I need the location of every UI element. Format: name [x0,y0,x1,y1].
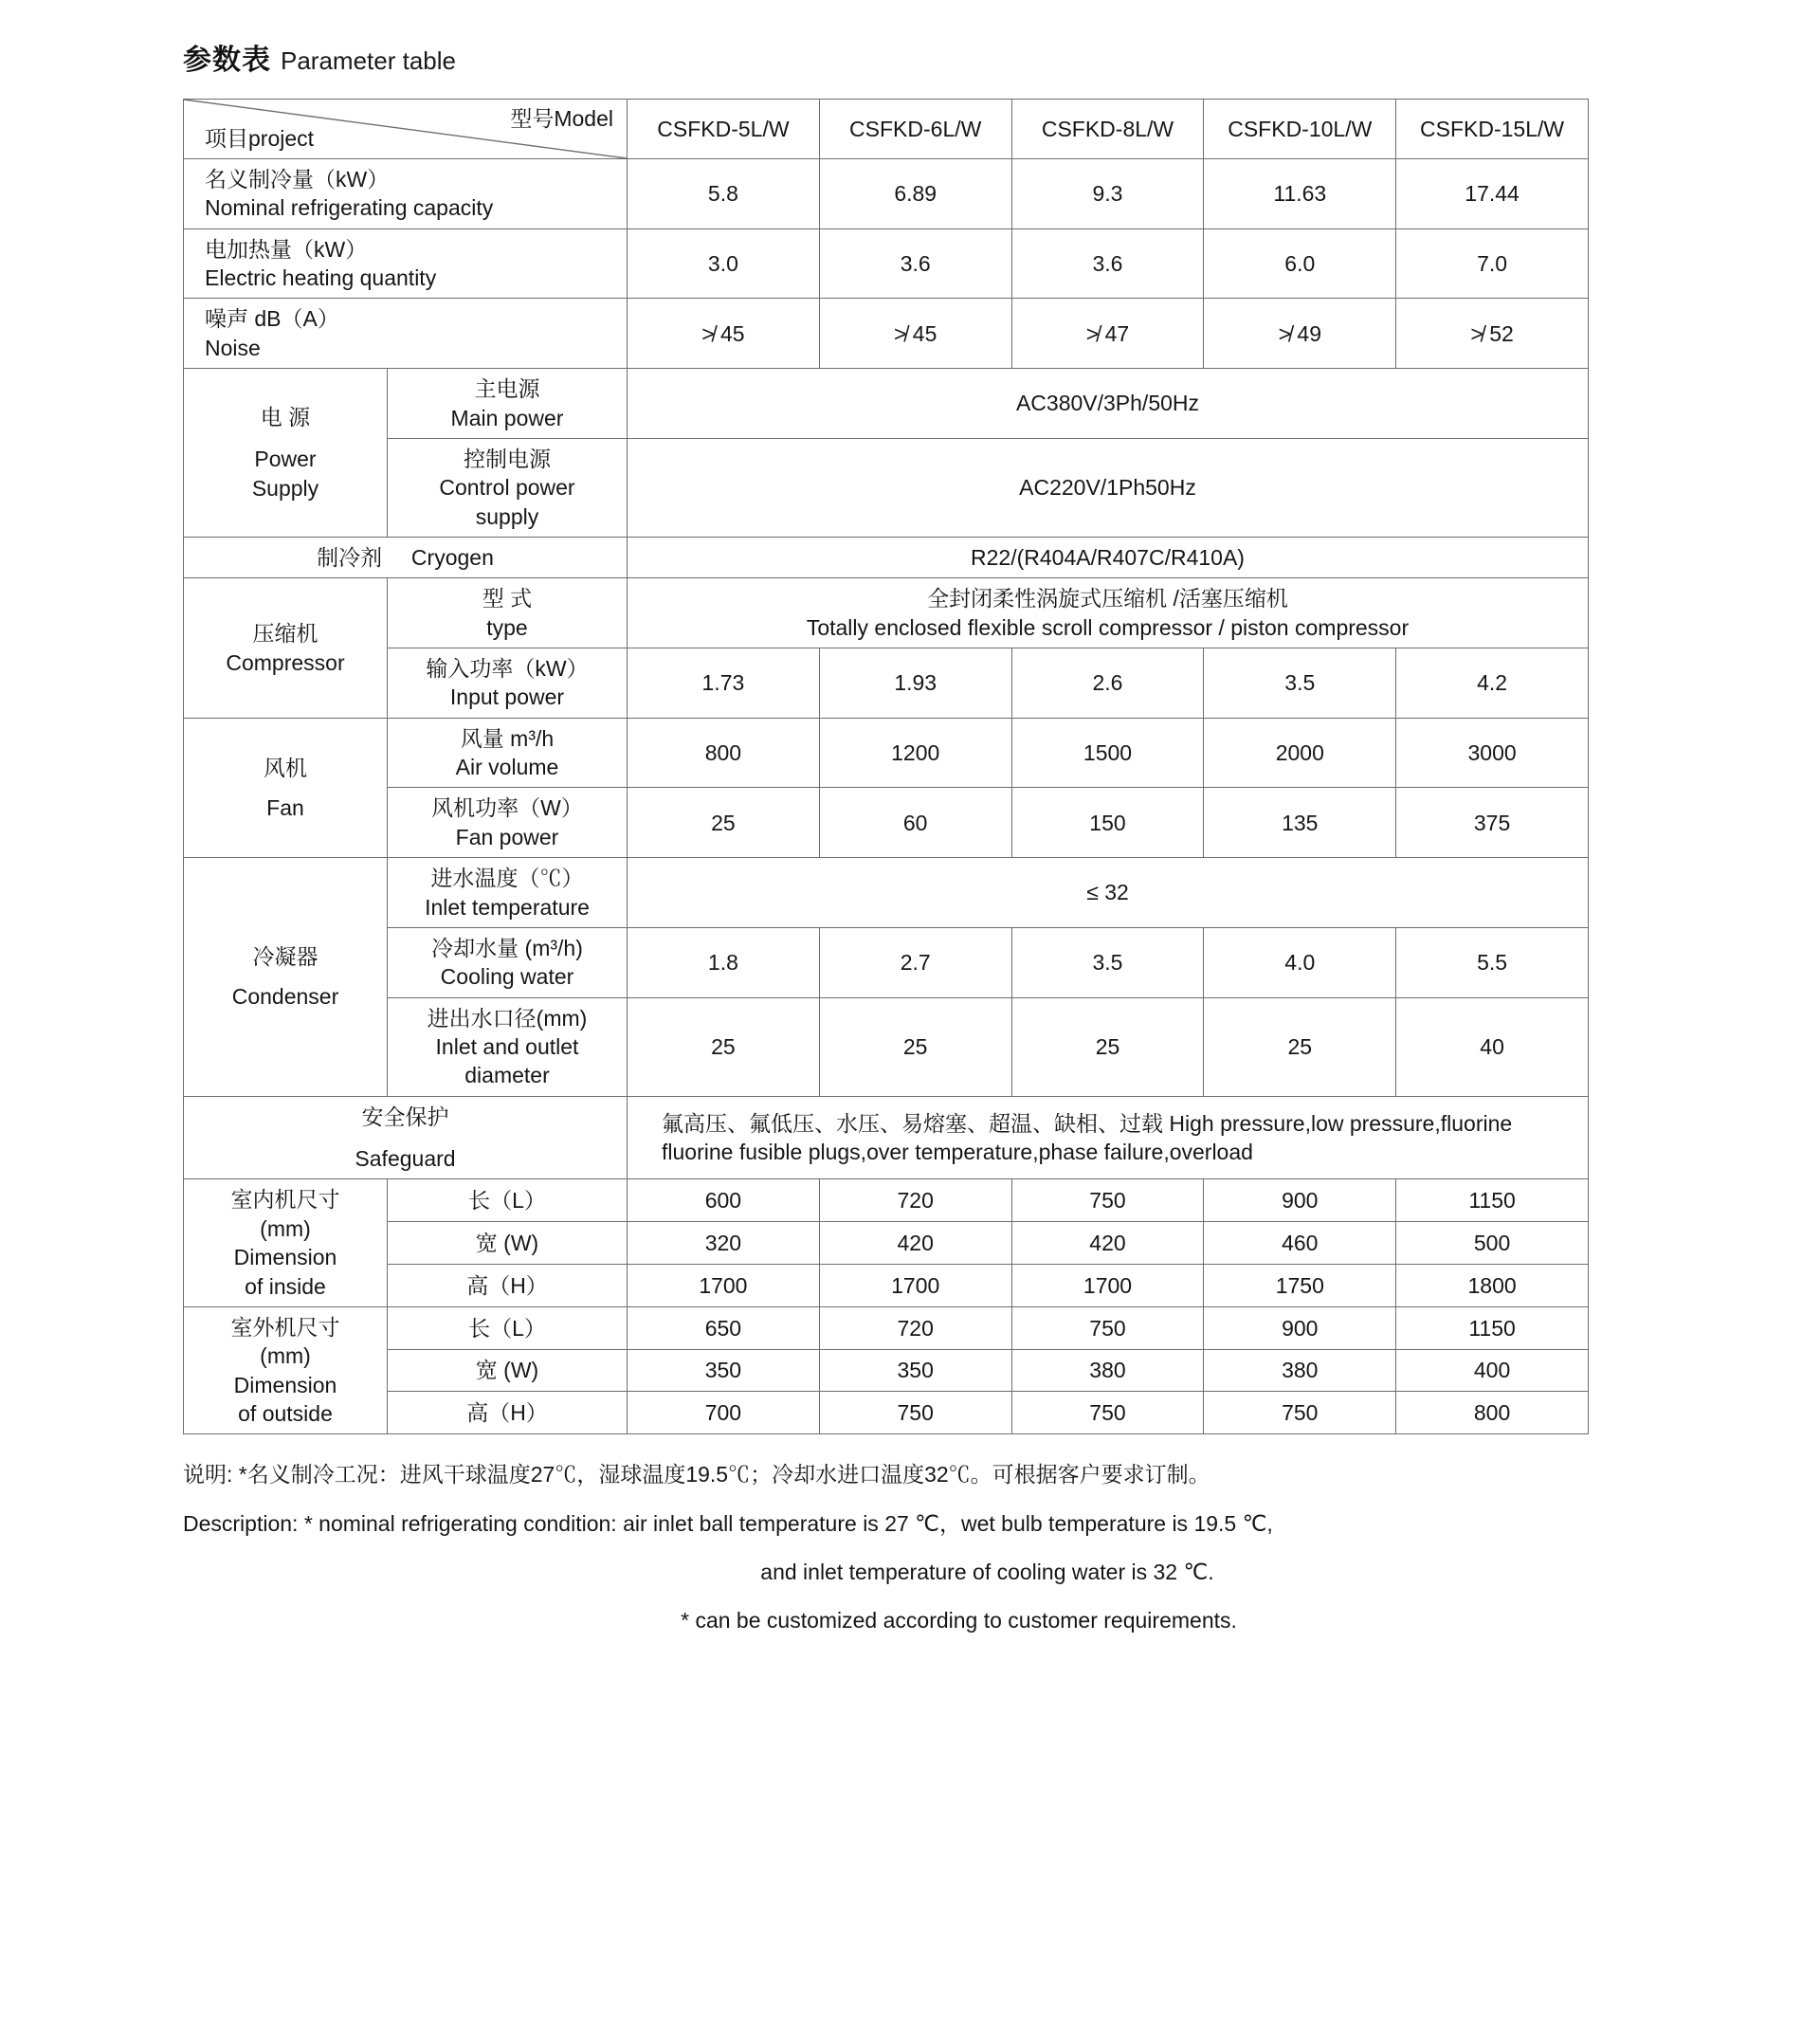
label-en: Noise [205,335,261,360]
value-cell: 420 [819,1222,1011,1265]
value-cell: 380 [1204,1349,1396,1392]
value-cell: 800 [1396,1392,1589,1434]
value-safeguard [628,1096,1589,1179]
value-cell: 420 [1011,1222,1204,1265]
value-cell: 650 [628,1306,820,1349]
label-en-2: diameter [464,1063,550,1088]
header-model-0: CSFKD-5L/W [628,100,820,159]
value-cell: 1.8 [628,927,820,997]
value-cell: 11.63 [1204,159,1396,229]
table-row [184,1349,1589,1392]
value-cell: 5.8 [628,159,820,229]
row-label-input-power [388,648,628,719]
label-en: Cooling water [440,964,574,990]
value-cell: 320 [628,1222,820,1265]
label-en: type [486,614,528,640]
value-cell: 135 [1204,788,1396,858]
value-cell: ≯ 47 [1011,299,1204,369]
table-row [184,718,1589,788]
value-cell: 700 [628,1392,820,1434]
label-cn: 名义制冷量（kW） [205,167,390,192]
value-cell: 1700 [819,1265,1011,1307]
row-label-air-volume [388,718,628,788]
row-label-outside-width: 宽 (W) [388,1349,628,1392]
table-row [184,438,1589,537]
row-label-inside-length: 长（L） [388,1179,628,1222]
row-label-outside-length: 长（L） [388,1306,628,1349]
header-model-1: CSFKD-6L/W [819,100,1011,159]
value-cell: 1.93 [819,648,1011,719]
value-control-power: AC220V/1Ph50Hz [628,438,1589,537]
value-en-2: temperature,phase failure,overload [915,1140,1253,1165]
value-cell: 1500 [1011,718,1204,788]
value-cell: 150 [1011,788,1204,858]
value-cell: 380 [1011,1349,1204,1392]
value-cell: 3.5 [1011,927,1204,997]
value-compressor-type [628,578,1589,648]
label-cn: 进水温度（℃） [430,866,584,891]
table-row [184,858,1589,928]
table-row [184,1179,1589,1222]
table-row [184,159,1589,229]
value-cell: 750 [1011,1392,1204,1434]
table-row [184,369,1589,439]
label-cn: 制冷剂 [317,544,383,570]
row-label-cooling-water [388,927,628,997]
header-model-4: CSFKD-15L/W [1396,100,1589,159]
footer-note-cn: 说明: *名义制冷工况：进风干球温度27℃，湿球温度19.5℃；冷却水进口温度32℃。可根据客户要求订制。 [183,1462,1210,1488]
group-label-condenser [184,858,388,1097]
value-cell: 1150 [1396,1306,1589,1349]
value-cell: 350 [819,1349,1011,1392]
group-label-en-1: Dimension [233,1245,337,1270]
value-cell: 3.6 [819,228,1011,299]
value-cell: 600 [628,1179,820,1222]
label-cn: 安全保护 [361,1104,449,1129]
value-cell: 3.0 [628,228,820,299]
value-cell: 720 [819,1306,1011,1349]
value-cell: 375 [1396,788,1589,858]
value-cell: 1.73 [628,648,820,719]
label-en: Safeguard [355,1146,456,1172]
value-cell: 17.44 [1396,159,1589,229]
value-cell: 6.89 [819,159,1011,229]
parameter-table [183,99,1589,1434]
label-cn: 噪声 dB（A） [205,306,339,332]
value-cell: 40 [1396,997,1589,1096]
value-cell: 4.2 [1396,648,1589,719]
value-en: Totally enclosed flexible scroll compressor / piston compressor [806,614,1410,640]
value-cell: 720 [819,1179,1011,1222]
group-label-dimension-inside [184,1179,388,1306]
value-cell: 4.0 [1204,927,1396,997]
value-cell: 60 [819,788,1011,858]
value-cell: 1200 [819,718,1011,788]
value-cell: 350 [628,1349,820,1392]
table-row [184,299,1589,369]
value-cell: ≯ 45 [628,299,820,369]
row-label-fan-power [388,788,628,858]
header-model-3: CSFKD-10L/W [1204,100,1396,159]
group-label-cn: 冷凝器 [252,944,318,970]
footer-note-en-1: Description: * nominal refrigerating condition: air inlet ball temperature is 27 ℃，wet bulb temperature is 19.5 ℃, [183,1510,1273,1536]
label-en-1: Inlet and outlet [435,1033,579,1059]
group-label-cn: 风机 [264,755,307,780]
group-label-unit: (mm) [260,1343,311,1369]
group-label-compressor [184,578,388,718]
group-label-cn: 室外机尺寸 [230,1314,340,1340]
value-cell: 460 [1204,1222,1396,1265]
value-main-power: AC380V/3Ph/50Hz [628,369,1589,439]
group-label-en-1: Dimension [233,1372,337,1397]
value-cell: ≯ 52 [1396,299,1589,369]
value-cell: 750 [1011,1306,1204,1349]
row-label-compressor-type [388,578,628,648]
label-cn: 型 式 [482,586,533,611]
row-label-outside-height: 高（H） [388,1392,628,1434]
table-row [184,997,1589,1096]
label-cn: 主电源 [474,376,540,402]
group-label-fan [184,718,388,857]
table-row [184,1222,1589,1265]
label-en: Fan power [455,824,559,849]
group-label-en: Condenser [231,984,339,1010]
value-cell: 25 [1011,997,1204,1096]
row-label-safeguard [184,1096,628,1179]
value-cell: 1800 [1396,1265,1589,1307]
row-label-cryogen [184,537,628,577]
table-header-row [184,100,1589,159]
label-cn: 进出水口径(mm) [427,1005,588,1031]
value-cell: 25 [819,997,1011,1096]
header-model-2: CSFKD-8L/W [1011,100,1204,159]
value-cell: 750 [1011,1179,1204,1222]
value-cell: 25 [628,788,820,858]
value-cell: 9.3 [1011,159,1204,229]
row-label-inlet-outlet-diameter [388,997,628,1096]
label-cn: 风量 m³/h [460,725,555,751]
value-cell: 1700 [628,1265,820,1307]
value-cell: 2.6 [1011,648,1204,719]
label-en: Air volume [455,755,559,780]
label-cn: 电加热量（kW） [205,236,368,262]
label-cn: 风机功率（W） [431,795,583,821]
group-label-power-supply [184,369,388,538]
page-title [0,0,1820,99]
value-cn: 氟高压、氟低压、水压、易熔塞、超温、缺相、过载 [662,1110,1163,1136]
value-cell: 6.0 [1204,228,1396,299]
row-label-main-power [388,369,628,439]
value-inlet-temperature: ≤ 32 [628,858,1589,928]
value-cell: 1700 [1011,1265,1204,1307]
value-cell: 5.5 [1396,927,1589,997]
value-cell: 7.0 [1396,228,1589,299]
row-label-inside-width: 宽 (W) [388,1222,628,1265]
header-diagonal-cell [184,100,628,159]
label-en: Nominal refrigerating capacity [205,195,494,221]
row-label-electric-heating [184,228,628,299]
group-label-en-2: Supply [251,475,319,501]
value-cell: 800 [628,718,820,788]
group-label-unit: (mm) [260,1215,311,1241]
label-en-2: supply [475,503,539,529]
value-cell: 3000 [1396,718,1589,788]
page-title-en: Parameter table [281,46,456,75]
value-cell: 1750 [1204,1265,1396,1307]
table-row [184,1265,1589,1307]
parameter-table-wrapper [183,99,1588,1434]
footer-note-en-3: * can be customized according to customer requirements. [681,1608,1237,1634]
header-model-label: 型号Model [510,106,613,131]
group-label-cn: 室内机尺寸 [230,1187,340,1213]
value-cell: 3.6 [1011,228,1204,299]
table-row [184,788,1589,858]
group-label-en-2: of outside [238,1400,333,1426]
header-project-label: 项目project [205,125,315,151]
value-cell: 2.7 [819,927,1011,997]
group-label-dimension-outside [184,1306,388,1433]
value-cell: 750 [819,1392,1011,1434]
label-cn: 冷却水量 (m³/h) [431,935,583,960]
value-cell: 750 [1204,1392,1396,1434]
value-cell: 2000 [1204,718,1396,788]
table-row [184,537,1589,577]
label-en: Electric heating quantity [205,265,437,291]
label-en: Input power [449,684,565,710]
table-row [184,648,1589,719]
value-cell: 25 [1204,997,1396,1096]
label-en-1: Control power [439,475,575,501]
label-en: Cryogen [410,544,494,570]
table-row [184,1306,1589,1349]
page-title-cn: 参数表 [183,45,271,76]
value-cryogen: R22/(R404A/R407C/R410A) [628,537,1589,577]
value-cell: 1150 [1396,1179,1589,1222]
value-cell: 500 [1396,1222,1589,1265]
label-cn: 控制电源 [464,446,551,471]
row-label-nominal-capacity [184,159,628,229]
row-label-control-power [388,438,628,537]
label-cn: 输入功率（kW） [426,656,589,682]
group-label-en: Fan [266,794,304,820]
group-label-en-2: of inside [245,1273,326,1299]
table-row [184,578,1589,648]
value-cell: 400 [1396,1349,1589,1392]
value-cell: 900 [1204,1306,1396,1349]
value-cn: 全封闭柔性涡旋式压缩机 /活塞压缩机 [927,586,1288,611]
row-label-noise [184,299,628,369]
label-en: Main power [450,405,564,430]
group-label-en-1: Power [254,447,317,472]
footer-note-en-2: and inlet temperature of cooling water is 32 ℃. [760,1559,1214,1584]
table-row [184,1392,1589,1434]
table-row [184,927,1589,997]
footer-notes [0,1459,1820,1636]
table-row [184,228,1589,299]
group-label-en: Compressor [226,649,345,675]
table-row [184,1096,1589,1179]
group-label-cn: 电 源 [260,405,311,430]
group-label-cn: 压缩机 [252,621,318,647]
value-cell: 25 [628,997,820,1096]
value-cell: 3.5 [1204,648,1396,719]
value-cell: 900 [1204,1179,1396,1222]
value-en-1: High pressure,low pressure,fluorine fluorine fusible plugs,over [662,1110,1513,1165]
label-en: Inlet temperature [425,894,590,920]
value-cell: ≯ 45 [819,299,1011,369]
row-label-inlet-temperature [388,858,628,928]
row-label-inside-height: 高（H） [388,1265,628,1307]
value-cell: ≯ 49 [1204,299,1396,369]
